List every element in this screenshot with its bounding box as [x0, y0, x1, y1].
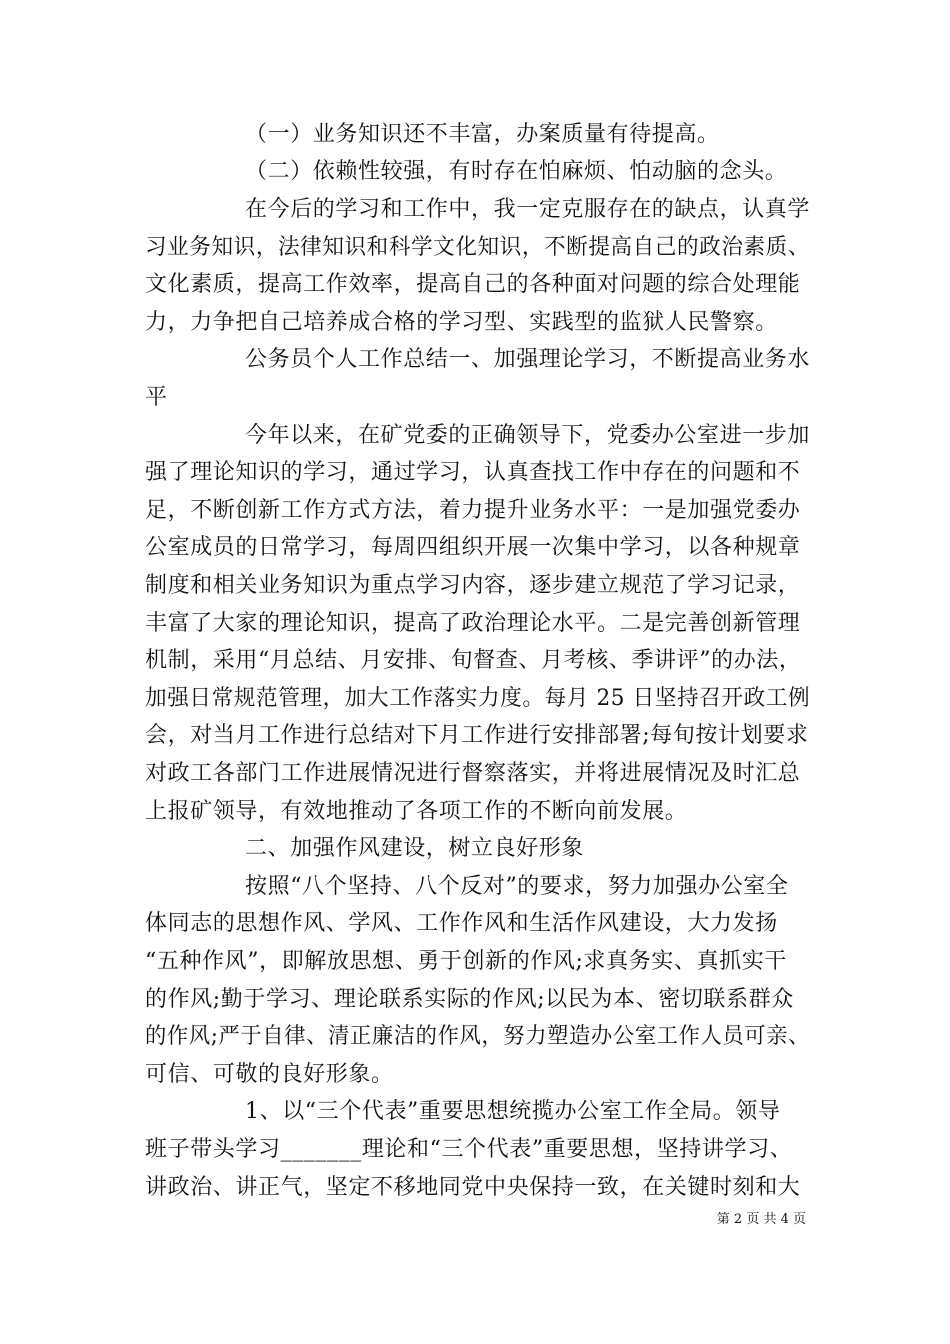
text-line: 在今后的学习和工作中，我一定克服存在的缺点，认真学 [245, 197, 811, 222]
text-line: 机制，采用“月总结、月安排、旬督查、月考核、季讲评”的办法， [145, 648, 802, 673]
text-line: 公务员个人工作总结一、加强理论学习，不断提高业务水 [245, 347, 811, 372]
text-line: 丰富了大家的理论知识，提高了政治理论水平。二是完善创新管理 [145, 611, 801, 636]
text-line: 体同志的思想作风、学风、工作作风和生活作风建设，大力发扬 [145, 911, 778, 936]
text-line: 强了理论知识的学习，通过学习，认真查找工作中存在的问题和不 [145, 460, 801, 485]
text-line: 文化素质，提高工作效率，提高自己的各种面对问题的综合处理能 [145, 272, 801, 297]
text-line: （二）依赖性较强，有时存在怕麻烦、怕动脑的念头。 [245, 159, 788, 184]
text-line: 足，不断创新工作方式方法，着力提升业务水平：一是加强党委办 [145, 498, 801, 523]
text-line: “五种作风”，即解放思想、勇于创新的作风;求真务实、真抓实干 [145, 949, 787, 974]
text-line: 按照“八个坚持、八个反对”的要求，努力加强办公室全 [245, 874, 789, 899]
text-line: 平 [145, 385, 168, 410]
text-line: 对政工各部门工作进展情况进行督察落实，并将进展情况及时汇总 [145, 761, 801, 786]
text-line: 加强日常规范管理，加大工作落实力度。每月 25 日坚持召开政工例 [145, 686, 811, 711]
text-line: 习业务知识，法律知识和科学文化知识，不断提高自己的政治素质、 [145, 235, 810, 260]
text-line: 会，对当月工作进行总结对下月工作进行安排部署;每旬按计划要求 [145, 723, 809, 748]
text-line: 可信、可敬的良好形象。 [145, 1062, 394, 1087]
text-line: 力，力争把自己培养成合格的学习型、实践型的监狱人民警察。 [145, 310, 778, 335]
section-heading: 二、加强作风建设，树立良好形象 [245, 836, 585, 861]
text-line: 公室成员的日常学习，每周四组织开展一次集中学习，以各种规章 [145, 535, 801, 560]
text-line: 制度和相关业务知识为重点学习内容，逐步建立规范了学习记录， [145, 573, 801, 598]
text-line: 今年以来，在矿党委的正确领导下，党委办公室进一步加 [245, 423, 811, 448]
text-line: 1、以“三个代表”重要思想统揽办公室工作全局。领导 [245, 1099, 781, 1124]
text-line: 上报矿领导，有效地推动了各项工作的不断向前发展。 [145, 799, 688, 824]
text-line: 的作风;严于自律、清正廉洁的作风，努力塑造办公室工作人员可亲、 [145, 1024, 811, 1049]
text-line: 班子带头学习_______理论和“三个代表”重要思想，坚持讲学习、 [145, 1137, 793, 1162]
page-number-footer: 第 2 页 共 4 页 [716, 1212, 806, 1227]
text-line: 的作风;勤于学习、理论联系实际的作风;以民为本、密切联系群众 [145, 987, 794, 1012]
text-line: （一）业务知识还不丰富，办案质量有待提高。 [245, 122, 720, 147]
text-line: 讲政治、讲正气，坚定不移地同党中央保持一致，在关键时刻和大 [145, 1175, 801, 1200]
